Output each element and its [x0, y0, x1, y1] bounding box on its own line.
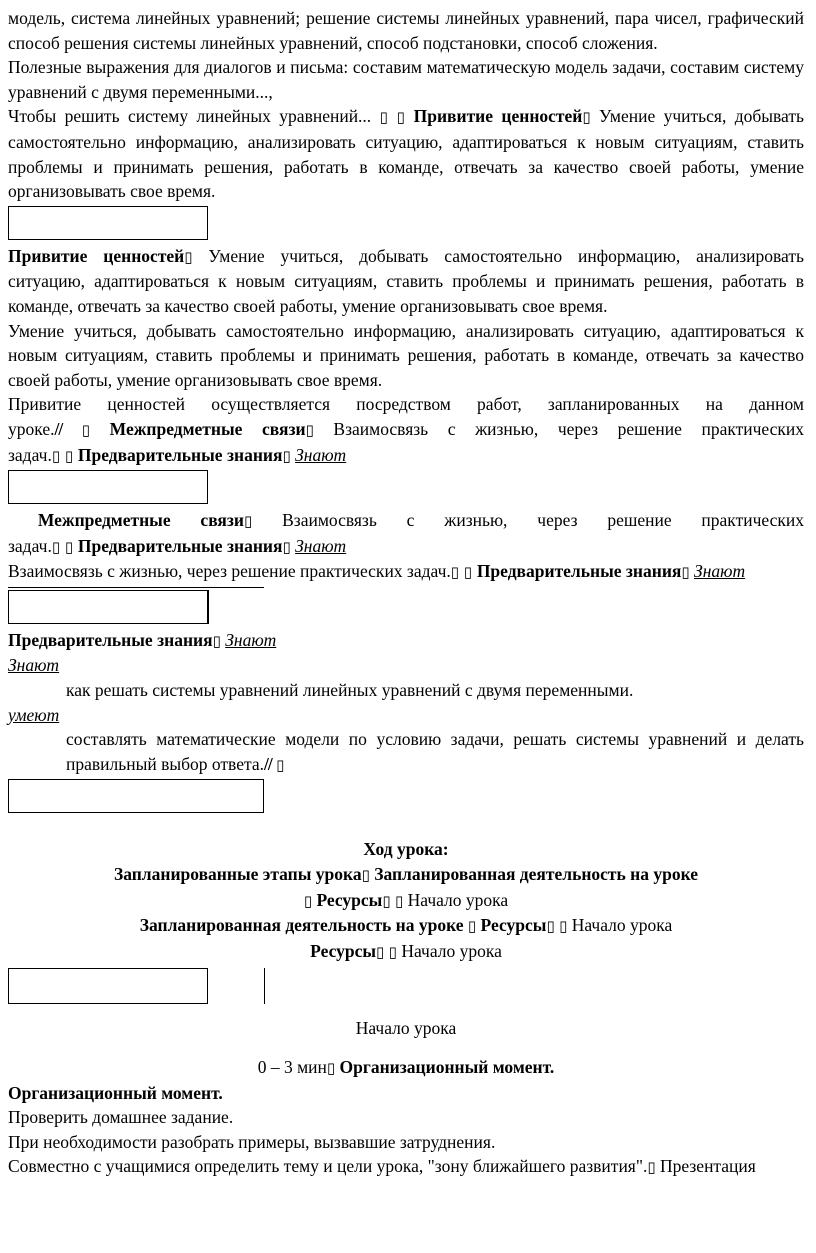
box-glyph-2: ▯ — [582, 108, 591, 127]
paragraph-know-heading — [8, 653, 804, 678]
paragraph-know-body: как решать системы уравнений линейных уравнений с двумя переменными. — [66, 680, 634, 701]
label-cross-subject-2: Межпредметные связи — [37, 510, 244, 531]
label-prior-knowledge-1: Предварительные знания — [77, 444, 283, 465]
box-glyph-24: ▯ — [326, 1059, 336, 1077]
paragraph-cross-subject-2 — [8, 508, 804, 559]
lesson-stage-time-row — [8, 1055, 804, 1081]
box-glyph-13: ▯ — [212, 631, 221, 650]
lesson-start-label: Начало урока — [355, 1018, 457, 1039]
text-able-body: составлять математические модели по условию задачи, решать системы уравнений и делать правильный выбор ответа. — [66, 729, 804, 774]
box-glyph-6: ▯ ▯ — [51, 446, 78, 465]
label-resources-1: Ресурсы — [316, 889, 383, 910]
box-glyph-7: ▯ — [282, 446, 291, 465]
label-prior-knowledge-3: Предварительные знания — [476, 561, 682, 582]
label-time-range: 0 – 3 мин — [257, 1057, 327, 1077]
label-planned-activity-1: Запланированная деятельность на уроке — [374, 864, 699, 885]
label-cross-subject-1: Межпредметные связи — [109, 418, 306, 439]
box-glyph-21: ▯ — [559, 917, 568, 936]
box-glyph-20: ▯ — [546, 917, 555, 936]
label-able: умеют — [8, 704, 60, 725]
spacer-1 — [8, 817, 804, 837]
paragraph-values-2 — [8, 244, 804, 319]
text-presentation: Презентация — [660, 1156, 756, 1177]
label-know-5: Знают — [8, 655, 60, 676]
box-glyph-23: ▯ — [388, 942, 397, 961]
label-organizational-moment-2: Организационный момент. — [8, 1082, 223, 1103]
box-glyph-22: ▯ — [376, 942, 385, 961]
lesson-flow-title: Ход урока: — [363, 839, 449, 860]
box-glyph-11: ▯ ▯ — [450, 563, 477, 582]
paragraph-values-implementation — [8, 392, 804, 468]
box-glyph-1: ▯ ▯ — [379, 108, 414, 127]
lesson-flow-header-2 — [8, 888, 804, 914]
lesson-flow-header-4 — [8, 939, 804, 965]
empty-cell-3 — [8, 590, 208, 624]
empty-cell-1 — [8, 206, 208, 240]
paragraph-able-body — [8, 727, 804, 777]
empty-cell-6 — [8, 968, 208, 1004]
box-glyph-4: ▯ — [81, 420, 91, 439]
lesson-step-3 — [8, 1154, 804, 1180]
text-cross-subject-2: Взаимосвязь с жизнью, через решение практических задач. — [8, 510, 804, 556]
spacer-3 — [8, 1006, 804, 1016]
lesson-step-2: При необходимости разобрать примеры, вызвавшие затруднения. — [8, 1131, 496, 1152]
box-glyph-5: ▯ — [305, 420, 314, 439]
box-glyph-15: ▯ — [361, 866, 370, 885]
paragraph-prior-knowledge-3 — [8, 559, 804, 588]
lesson-flow-header-1 — [8, 862, 804, 888]
empty-cell-row-2 — [8, 968, 804, 1004]
vertical-rule — [264, 968, 265, 1004]
label-know-3: Знают — [694, 561, 746, 582]
label-resources-3: Ресурсы — [310, 940, 377, 961]
text-life-connection: Взаимосвязь с жизнью, через решение практических задач. — [8, 561, 451, 582]
slash-glyph-1: // — [54, 418, 63, 439]
text-values-implementation: Привитие ценностей осуществляется посредством работ, запланированных на данном уроке. — [8, 394, 804, 439]
box-glyph-3: ▯ — [184, 247, 193, 266]
box-glyph-9: ▯ ▯ — [51, 537, 78, 556]
paragraph-prior-knowledge-4 — [8, 628, 804, 654]
lesson-flow-header-3 — [8, 913, 804, 939]
label-lesson-start-3: Начало урока — [401, 940, 502, 961]
empty-cell-4 — [208, 590, 264, 624]
paragraph-values-3: Умение учиться, добывать самостоятельно информацию, анализировать ситуацию, адаптироваться к новым ситуациям, ставить проблемы и принимать решения, работать в команде, отвечать за качество своей работы, умение организовывать свое время. — [8, 320, 804, 390]
slash-glyph-2: // — [264, 753, 272, 774]
box-glyph-19: ▯ — [467, 917, 477, 936]
text-cross-subject-1: Взаимосвязь с жизнью, через решение практических задач. — [8, 418, 805, 465]
label-lesson-start-2: Начало урока — [571, 915, 673, 936]
box-glyph-16: ▯ — [303, 891, 313, 910]
empty-cell-2 — [8, 470, 208, 504]
label-organizational-moment-1: Организационный момент. — [339, 1057, 555, 1077]
label-know-4: Знают — [225, 629, 277, 650]
label-know-2: Знают — [295, 535, 347, 556]
paragraph-able-heading — [8, 703, 804, 728]
empty-cell-5 — [8, 779, 264, 813]
paragraph-values-intro — [8, 104, 804, 203]
paragraph-terms: модель, система линейных уравнений; решение системы линейных уравнений, пара чисел, графический способ решения системы линейных уравнений, способ подстановки, способ сложения. — [8, 8, 804, 53]
text-solve-system: Чтобы решить систему линейных уравнений... — [8, 106, 380, 127]
box-glyph-25: ▯ — [647, 1158, 656, 1177]
label-prior-knowledge-4: Предварительные знания — [8, 629, 213, 650]
paragraph-useful-phrases: Полезные выражения для диалогов и письма: составим математическую модель задачи, составим систему уравнений с двумя переменными..., — [8, 57, 804, 102]
box-glyph-14: ▯ — [276, 755, 285, 774]
label-values-1: Привитие ценностей — [413, 106, 583, 127]
box-glyph-17: ▯ — [382, 891, 391, 910]
label-values-2: Привитие ценностей — [8, 245, 185, 266]
text-lesson-step-3: Совместно с учащимися определить тему и цели урока, "зону ближайшего развития". — [8, 1156, 648, 1177]
lesson-step-1: Проверить домашнее задание. — [8, 1107, 234, 1128]
box-glyph-12: ▯ — [681, 563, 690, 582]
text-values-body-2: Умение учиться, добывать самостоятельно информацию, анализировать ситуацию, адаптироваться к новым ситуациям, ставить проблемы и принимать решения, работать в команде, отвечать за качество своей работы, умение организовывать свое время. — [8, 245, 805, 316]
underline-rule-1 — [8, 586, 264, 588]
box-glyph-8: ▯ — [244, 512, 253, 531]
label-prior-knowledge-2: Предварительные знания — [77, 535, 283, 556]
label-planned-stages: Запланированные этапы урока — [113, 864, 362, 885]
spacer-2 — [208, 968, 264, 1004]
label-planned-activity-2: Запланированная деятельность на уроке — [139, 915, 464, 936]
label-resources-2: Ресурсы — [480, 915, 547, 936]
empty-cell-row-1 — [8, 590, 804, 624]
label-lesson-start-1: Начало урока — [407, 889, 509, 910]
text-values-body-1: Умение учиться, добывать самостоятельно информацию, анализировать ситуацию, адаптироваться к новым ситуациям, ставить проблемы и принимать решения, работать в команде, отвечать за качество своей работы, умение организовывать свое время. — [8, 106, 804, 202]
box-glyph-10: ▯ — [282, 537, 291, 556]
label-know-1: Знают — [295, 444, 347, 465]
box-glyph-18: ▯ — [394, 891, 404, 910]
spacer-4 — [8, 1041, 804, 1055]
